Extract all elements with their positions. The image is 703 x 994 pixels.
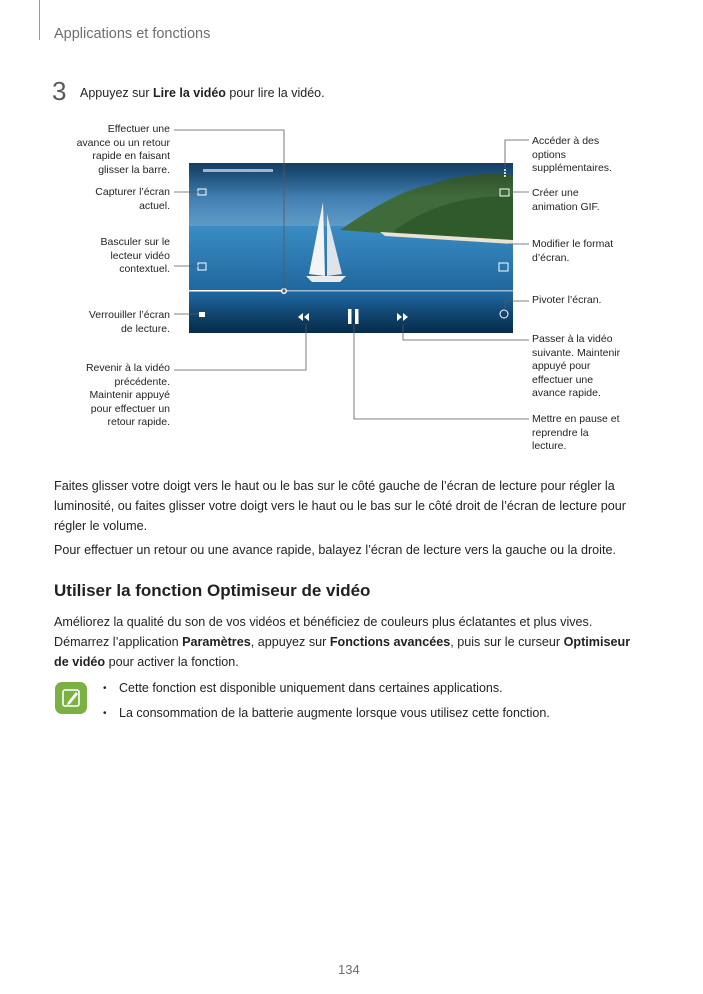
- callout-more-options: Accéder à des options supplémentaires.: [532, 135, 612, 174]
- step-text-bold: Lire la vidéo: [152, 86, 226, 100]
- lock-icon[interactable]: [199, 312, 205, 317]
- callout-capture: Capturer l’écran actuel.: [95, 186, 170, 212]
- callout-lock: Verrouiller l’écran de lecture.: [88, 309, 170, 335]
- note-item: • La consommation de la batterie augmente lorsque vous utilisez cette fonction.: [103, 706, 550, 720]
- section-line-1: Améliorez la qualité du son de vos vidéos et bénéficiez de couleurs plus éclatantes et plus vives.: [54, 615, 593, 629]
- bullet: •: [103, 708, 107, 719]
- bullet: •: [103, 683, 107, 694]
- section-line-2: Démarrez l’application Paramètres, appuyez sur Fonctions avancées, puis sur le curseur Optimiseur: [54, 635, 631, 649]
- callout-seek: Effectuer une avance ou un retour rapide en faisant glisser la barre.: [76, 123, 170, 176]
- step-number: 3: [52, 76, 67, 106]
- step-text-c: pour lire la vidéo.: [225, 86, 325, 100]
- callout-popup: Basculer sur le lecteur vidéo contextuel.: [100, 236, 170, 275]
- callout-pause: Mettre en pause et reprendre la lecture.: [532, 413, 620, 452]
- section-title: Utiliser la fonction Optimiseur de vidéo: [54, 581, 371, 600]
- paragraph-rewind-forward: Pour effectuer un retour ou une avance rapide, balayez l’écran de lecture vers la gauche ou la droite.: [54, 543, 616, 557]
- callout-rotate: Pivoter l’écran.: [532, 294, 602, 306]
- video-screen: [189, 163, 513, 333]
- pause-icon[interactable]: [348, 309, 352, 324]
- callout-next: Passer à la vidéo suivante. Maintenir appuyé pour effectuer une avance rapide.: [532, 333, 621, 399]
- page-header: Applications et fonctions: [54, 26, 211, 42]
- note-pencil-icon: [55, 682, 87, 714]
- step-text-a: Appuyez sur: [80, 86, 153, 100]
- callout-ratio: Modifier le format d’écran.: [532, 238, 614, 264]
- note-item: • Cette fonction est disponible uniquement dans certaines applications.: [103, 681, 503, 695]
- section-line-3: de vidéo pour activer la fonction.: [54, 655, 239, 669]
- page-number: 134: [338, 962, 360, 977]
- callout-gif: Créer une animation GIF.: [532, 187, 600, 213]
- callout-dots: [282, 289, 285, 292]
- callout-previous: Revenir à la vidéo précédente. Maintenir appuyé pour effectuer un retour rapide.: [85, 362, 170, 428]
- paragraph-brightness-volume: Faites glisser votre doigt vers le haut ou le bas sur le côté gauche de l’écran de lecture pour régler la luminosité, ou faites glisser votre doigt vers le haut ou le bas sur le côté droit de l’écran de lecture pour régler le volume.: [54, 479, 626, 533]
- more-options-icon[interactable]: [504, 169, 506, 171]
